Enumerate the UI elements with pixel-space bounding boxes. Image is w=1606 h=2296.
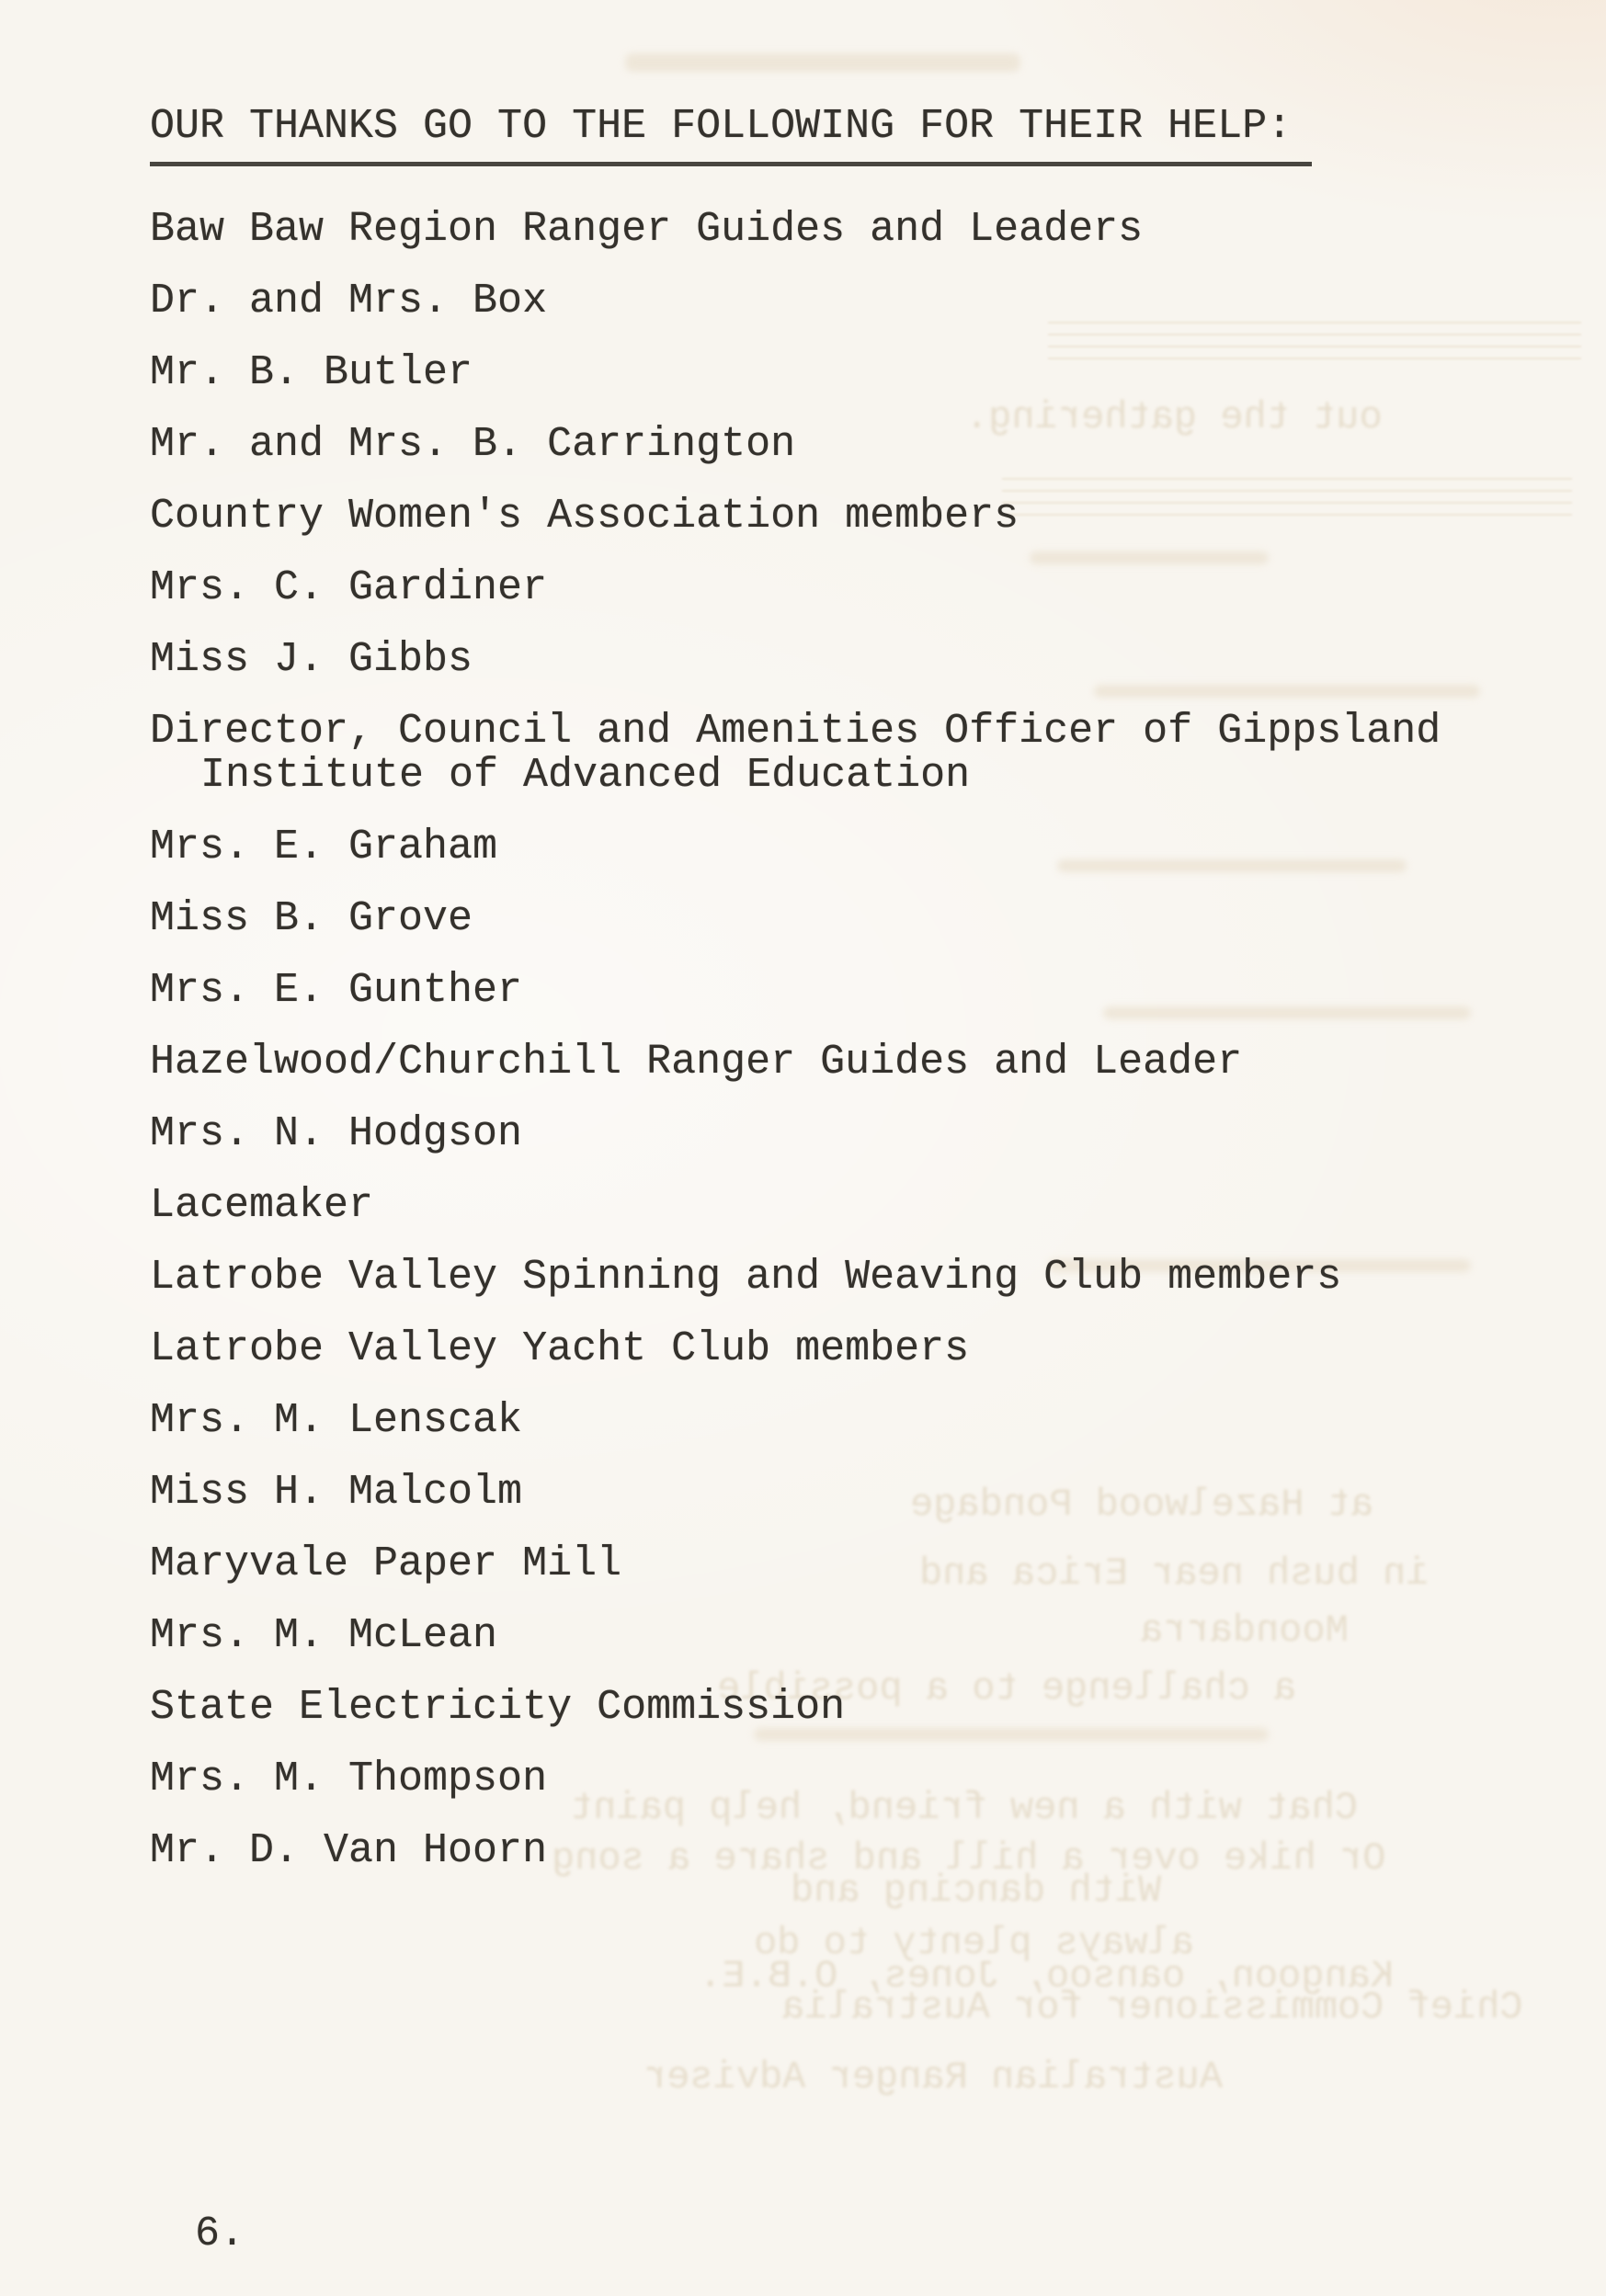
bleed-through-text: always plenty to do	[754, 1921, 1194, 1965]
bleed-through-text: in bush near Erica and	[919, 1552, 1429, 1596]
list-item	[150, 1325, 1441, 1372]
acknowledgee-name: Latrobe Valley Spinning and Weaving Club members	[150, 1254, 1342, 1301]
bleed-through-text: Kangoon, oansoo, Jones, O.B.E.	[699, 1954, 1395, 1998]
acknowledgee-name: Mr. B. Butler	[150, 349, 473, 396]
acknowledgee-name: Mrs. M. McLean	[150, 1612, 498, 1659]
list-item	[150, 1397, 1441, 1444]
bleed-through-text: Australian Ranger Adviser	[644, 2055, 1224, 2099]
acknowledgee-name: Maryvale Paper Mill	[150, 1540, 622, 1587]
list-item	[150, 206, 1441, 253]
acknowledgee-name-continuation: Institute of Advanced Education	[200, 752, 971, 799]
list-item	[150, 1684, 1441, 1731]
bleed-through-text: Chief Commissioner for Australia	[781, 1985, 1523, 2029]
list-item	[150, 1256, 1441, 1299]
acknowledgee-name: Mr. and Mrs. B. Carrington	[150, 421, 796, 468]
page-title: OUR THANKS GO TO THE FOLLOWING FOR THEIR HELP:	[150, 103, 1312, 166]
bleed-through-text: With dancing and	[791, 1869, 1162, 1913]
list-item	[150, 1540, 1441, 1587]
list-item	[150, 895, 1441, 942]
list-item	[150, 1041, 1441, 1084]
acknowledgee-name: Mrs. E. Gunther	[150, 967, 523, 1014]
acknowledgee-name: Hazelwood/Churchill Ranger Guides and Leader	[150, 1039, 1243, 1085]
acknowledgee-name: Miss H. Malcolm	[150, 1469, 523, 1516]
acknowledgee-name: Dr. and Mrs. Box	[150, 278, 548, 324]
acknowledgee-name: Miss B. Grove	[150, 895, 473, 942]
acknowledgment-list	[150, 206, 1441, 1902]
list-item	[150, 710, 1441, 797]
list-item	[150, 1182, 1441, 1229]
list-item	[150, 564, 1441, 611]
list-item	[150, 280, 1441, 323]
acknowledgee-name: State Electricity Commission	[150, 1684, 846, 1731]
list-item	[150, 1827, 1441, 1874]
list-item	[150, 967, 1441, 1014]
list-item	[150, 1110, 1441, 1157]
acknowledgee-name: Baw Baw Region Ranger Guides and Leaders	[150, 206, 1144, 253]
acknowledgee-name: Mr. D. Van Hoorn	[150, 1827, 548, 1874]
acknowledgee-name: Country Women's Association members	[150, 493, 1019, 540]
acknowledgee-name: Lacemaker	[150, 1182, 374, 1229]
list-item	[150, 1758, 1441, 1801]
bleed-through-text: out the gathering.	[965, 395, 1383, 439]
bleed-through-text: Or hike over a hill and share a song	[552, 1836, 1386, 1881]
list-item	[150, 495, 1441, 538]
acknowledgee-name: Director, Council and Amenities Officer of Gippsland	[150, 708, 1441, 755]
acknowledgee-name: Mrs. M. Lenscak	[150, 1397, 523, 1444]
acknowledgee-name: Mrs. C. Gardiner	[150, 564, 548, 611]
acknowledgee-name: Miss J. Gibbs	[150, 636, 473, 683]
list-item	[150, 349, 1441, 396]
acknowledgee-name: Mrs. N. Hodgson	[150, 1110, 523, 1157]
list-item	[150, 1612, 1441, 1659]
bleed-through-text: Moondarra	[1140, 1608, 1349, 1653]
list-item	[150, 1469, 1441, 1516]
acknowledgee-name: Mrs. E. Graham	[150, 824, 498, 870]
list-item	[150, 421, 1441, 468]
list-item	[150, 636, 1441, 683]
page-number: 6.	[195, 2211, 245, 2257]
acknowledgee-name: Mrs. M. Thompson	[150, 1756, 548, 1802]
bleed-through-text: a challenge to a possible	[717, 1666, 1297, 1711]
list-item	[150, 826, 1441, 869]
acknowledgee-name: Latrobe Valley Yacht Club members	[150, 1325, 970, 1372]
bleed-through-text: at Hazelwood Pondage	[910, 1483, 1374, 1527]
bleed-through-text: Chat with a new friend, help paint	[570, 1786, 1358, 1830]
